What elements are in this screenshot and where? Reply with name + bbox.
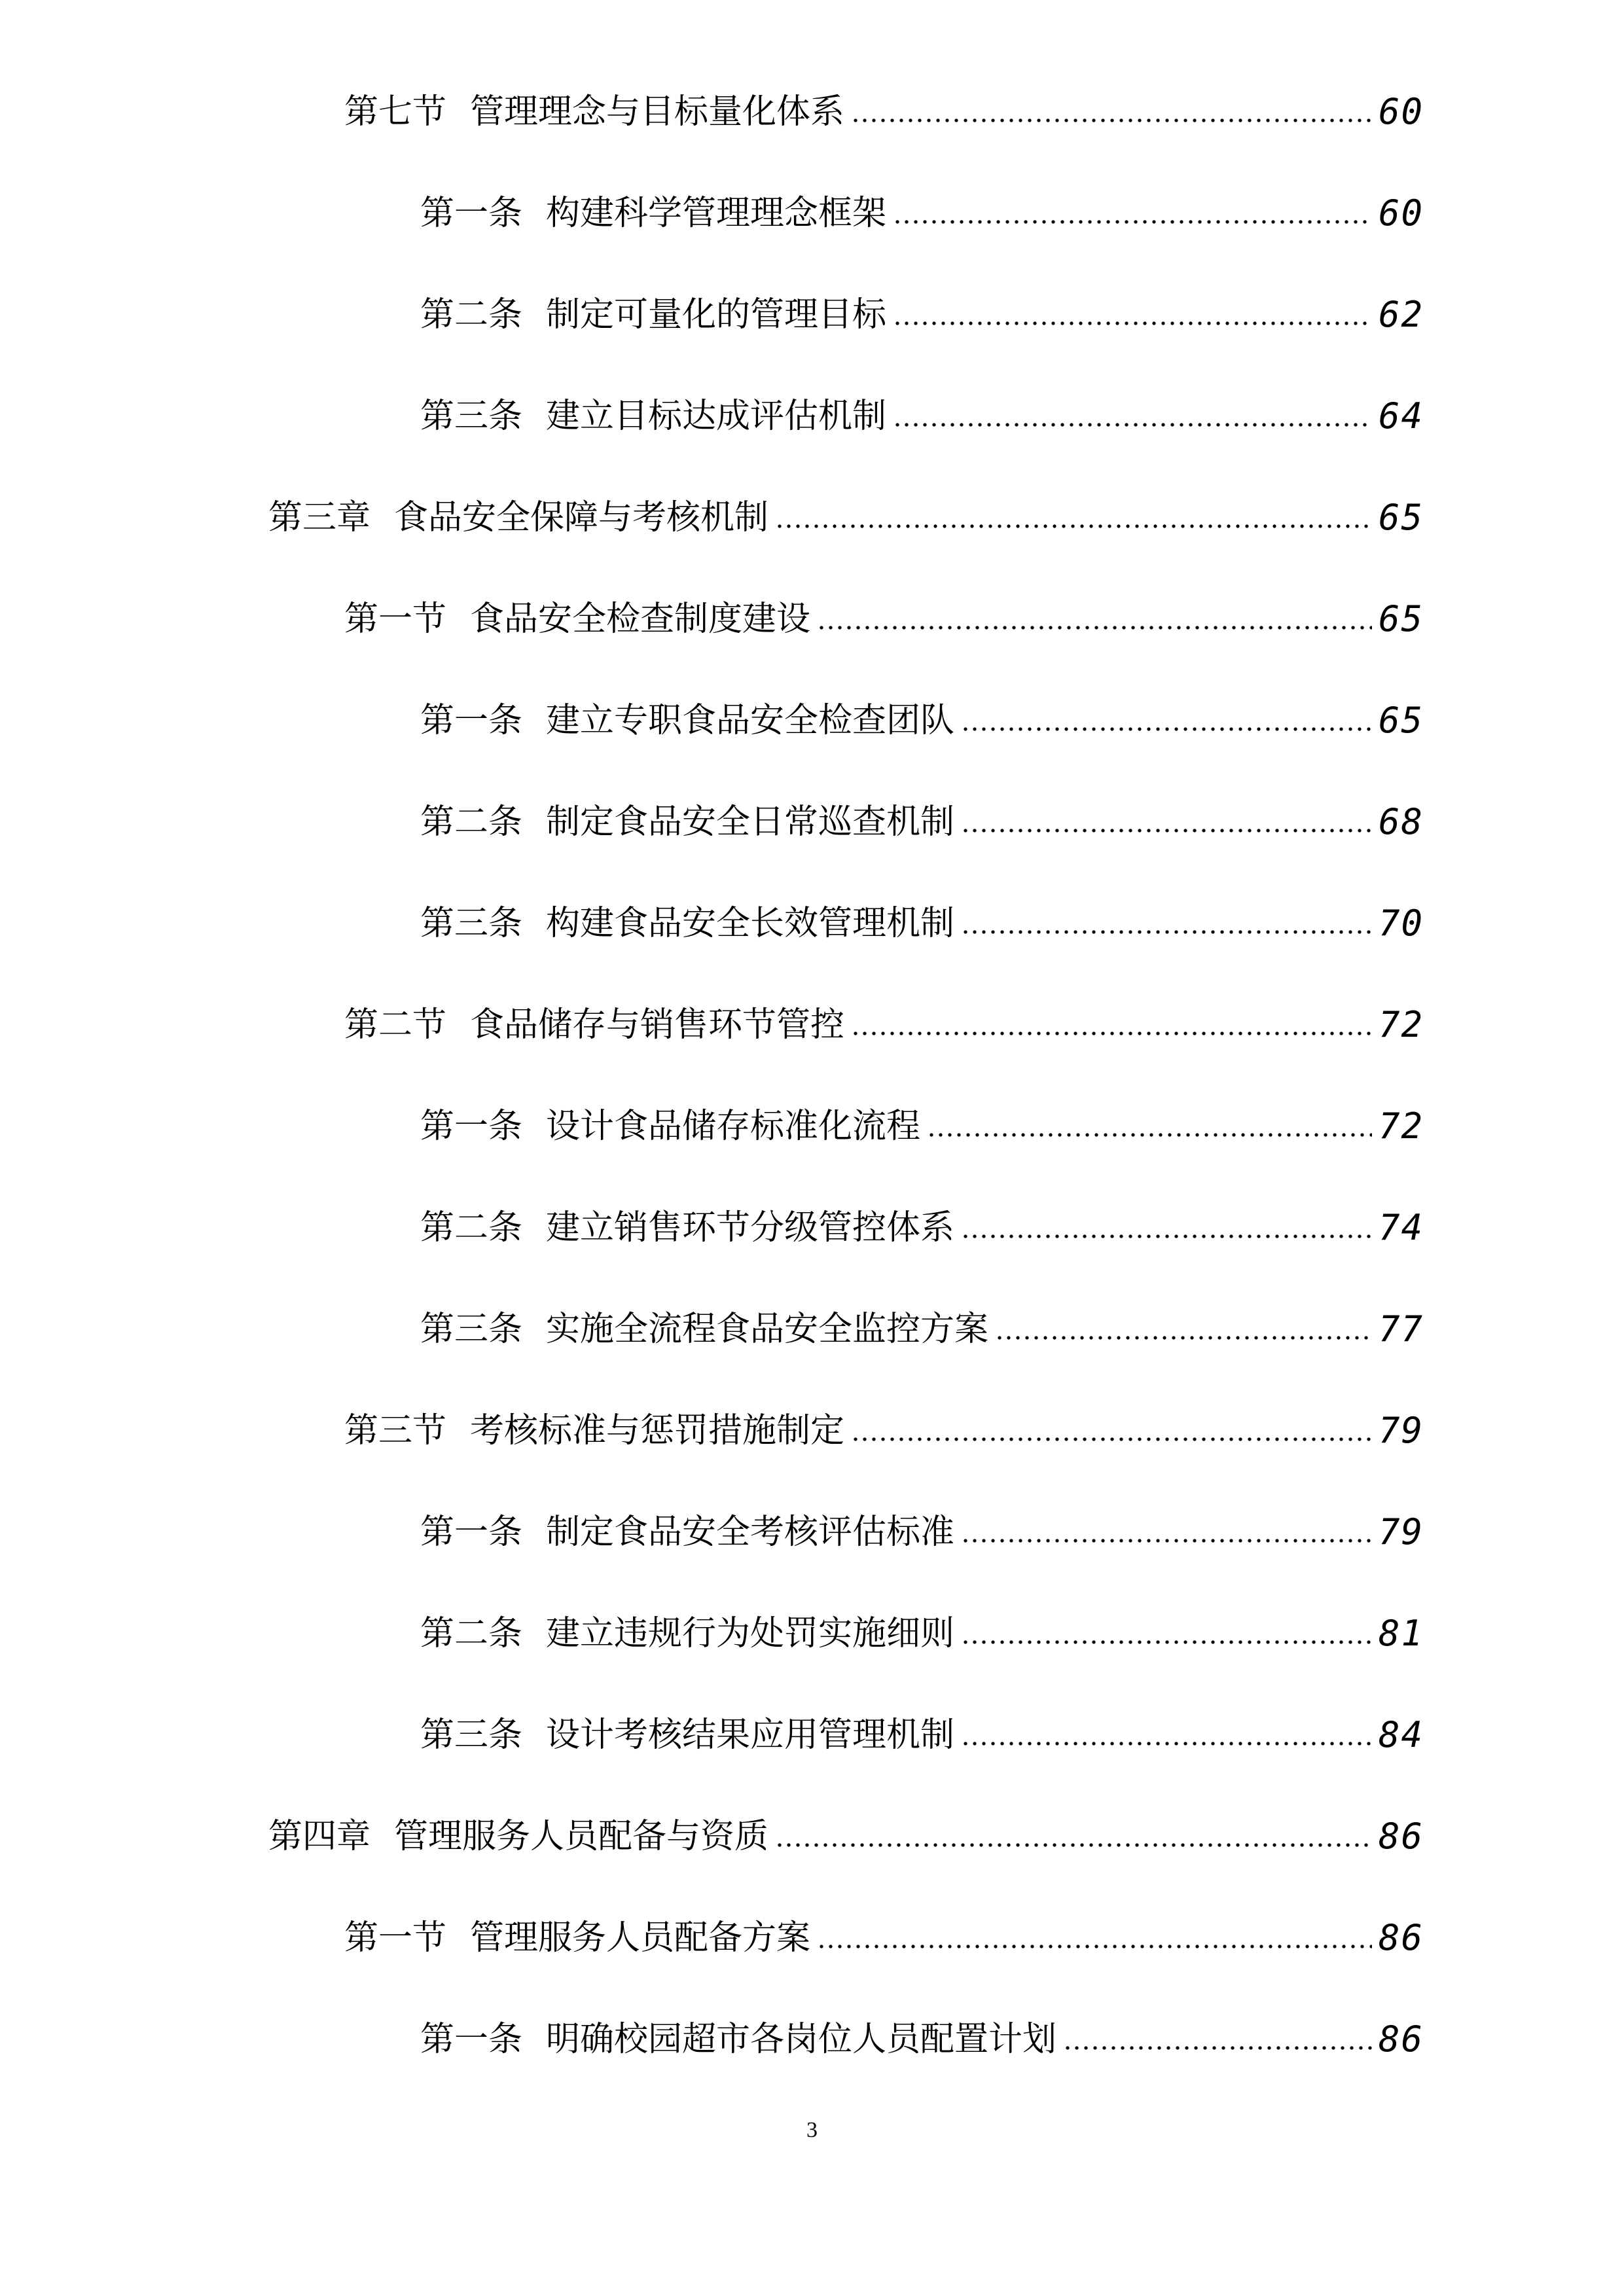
toc-entry-title: 建立违规行为处罚实施细则 — [546, 1614, 955, 1653]
toc-entry-number: 第二条 — [420, 1208, 523, 1247]
dot-leader — [851, 118, 1372, 122]
toc-entry-number: 第一节 — [344, 600, 447, 639]
toc-entry-title: 制定可量化的管理目标 — [546, 295, 887, 334]
toc-entry-page: 72 — [1378, 1105, 1424, 1147]
toc-entry[interactable] — [344, 992, 1424, 1058]
toc-entry-number: 第一条 — [420, 701, 523, 740]
toc-entry-title: 考核标准与惩罚措施制定 — [470, 1411, 845, 1450]
toc-entry-number: 第三节 — [344, 1411, 447, 1450]
toc-entry-title: 构建科学管理理念框架 — [546, 194, 887, 233]
toc-entry-title: 食品安全保障与考核机制 — [394, 498, 769, 537]
toc-entry[interactable] — [420, 282, 1424, 348]
toc-entry-number: 第一条 — [420, 1513, 523, 1552]
toc-entry-title: 设计考核结果应用管理机制 — [546, 1715, 955, 1755]
toc-entry[interactable] — [420, 1702, 1424, 1768]
toc-entry-page: 65 — [1378, 497, 1424, 538]
toc-entry-title: 管理理念与目标量化体系 — [470, 92, 845, 132]
toc-entry[interactable] — [344, 586, 1424, 652]
toc-entry-page: 84 — [1378, 1714, 1424, 1755]
toc-entry-title: 明确校园超市各岗位人员配置计划 — [546, 2020, 1057, 2059]
toc-entry-number: 第七节 — [344, 92, 447, 132]
toc-entry-page: 86 — [1378, 2018, 1424, 2060]
toc-entry-page: 79 — [1378, 1511, 1424, 1552]
dot-leader — [1063, 2046, 1372, 2050]
toc-entry[interactable] — [344, 79, 1424, 145]
toc-entry[interactable] — [420, 384, 1424, 449]
toc-entry-number: 第三章 — [268, 498, 371, 537]
dot-leader — [775, 524, 1372, 528]
toc-entry-page: 62 — [1378, 294, 1424, 335]
toc-entry-page: 64 — [1378, 395, 1424, 437]
toc-entry[interactable] — [344, 1398, 1424, 1463]
toc-entry-page: 86 — [1378, 1917, 1424, 1958]
toc-entry-number: 第四章 — [268, 1817, 371, 1856]
toc-entry-page: 65 — [1378, 598, 1424, 639]
toc-entry-number: 第二条 — [420, 802, 523, 842]
toc-entry-title: 食品储存与销售环节管控 — [470, 1005, 845, 1045]
dot-leader — [961, 1234, 1372, 1238]
toc-entry-number: 第三条 — [420, 1310, 523, 1349]
toc-entry[interactable] — [420, 891, 1424, 956]
dot-leader — [851, 1031, 1372, 1035]
toc-entry-number: 第一条 — [420, 1107, 523, 1146]
toc-entry-number: 第一条 — [420, 194, 523, 233]
toc-entry-title: 构建食品安全长效管理机制 — [546, 904, 955, 943]
toc-entry-page: 60 — [1378, 91, 1424, 132]
dot-leader — [817, 626, 1372, 630]
toc-entry[interactable] — [420, 1094, 1424, 1159]
toc-entry-page: 65 — [1378, 700, 1424, 741]
toc-entry[interactable] — [420, 2007, 1424, 2072]
toc-entry[interactable] — [268, 1804, 1424, 1869]
toc-entry-page: 86 — [1378, 1816, 1424, 1857]
toc-entry-number: 第二条 — [420, 1614, 523, 1653]
toc-entry[interactable] — [420, 1297, 1424, 1362]
toc-entry[interactable] — [420, 688, 1424, 753]
dot-leader — [961, 1539, 1372, 1543]
toc-entry-page: 77 — [1378, 1308, 1424, 1350]
toc-entry-number: 第一条 — [420, 2020, 523, 2059]
toc-entry-page: 68 — [1378, 801, 1424, 842]
dot-leader — [893, 423, 1372, 427]
toc-entry-title: 设计食品储存标准化流程 — [546, 1107, 921, 1146]
page-number: 3 — [806, 2118, 818, 2142]
dot-leader — [961, 727, 1372, 731]
toc-entry-number: 第三条 — [420, 1715, 523, 1755]
toc-entry-number: 第三条 — [420, 397, 523, 436]
toc-entry[interactable] — [420, 789, 1424, 855]
toc-entry[interactable] — [420, 1195, 1424, 1261]
toc-entry-title: 实施全流程食品安全监控方案 — [546, 1310, 989, 1349]
toc-entry[interactable] — [268, 485, 1424, 550]
toc-entry-title: 建立销售环节分级管控体系 — [546, 1208, 955, 1247]
toc-entry-title: 制定食品安全考核评估标准 — [546, 1513, 955, 1552]
toc-entry-page: 70 — [1378, 903, 1424, 944]
dot-leader — [961, 1640, 1372, 1644]
toc-entry-number: 第三条 — [420, 904, 523, 943]
toc-entry-page: 81 — [1378, 1613, 1424, 1654]
toc-entry-title: 制定食品安全日常巡查机制 — [546, 802, 955, 842]
dot-leader — [775, 1843, 1372, 1847]
toc-entry-title: 管理服务人员配备与资质 — [394, 1817, 769, 1856]
toc-entry-number: 第一节 — [344, 1918, 447, 1958]
dot-leader — [961, 829, 1372, 833]
dot-leader — [893, 321, 1372, 325]
dot-leader — [851, 1437, 1372, 1441]
toc-entry-page: 60 — [1378, 192, 1424, 234]
toc-entry[interactable] — [344, 1905, 1424, 1971]
toc-entry-number: 第二条 — [420, 295, 523, 334]
toc-entry[interactable] — [420, 1499, 1424, 1565]
dot-leader — [995, 1336, 1372, 1340]
toc-entry[interactable] — [420, 1601, 1424, 1666]
toc-entry-title: 食品安全检查制度建设 — [470, 600, 811, 639]
toc-entry-title: 建立专职食品安全检查团队 — [546, 701, 955, 740]
dot-leader — [893, 220, 1372, 224]
toc-entry-number: 第二节 — [344, 1005, 447, 1045]
toc-entry-page: 79 — [1378, 1410, 1424, 1451]
toc-entry-page: 74 — [1378, 1207, 1424, 1248]
toc-entry-title: 管理服务人员配备方案 — [470, 1918, 811, 1958]
dot-leader — [817, 1945, 1372, 1948]
dot-leader — [961, 1742, 1372, 1746]
toc-entry-page: 72 — [1378, 1004, 1424, 1045]
toc-entry-title: 建立目标达成评估机制 — [546, 397, 887, 436]
toc-entry[interactable] — [420, 181, 1424, 246]
dot-leader — [927, 1133, 1372, 1137]
dot-leader — [961, 930, 1372, 934]
